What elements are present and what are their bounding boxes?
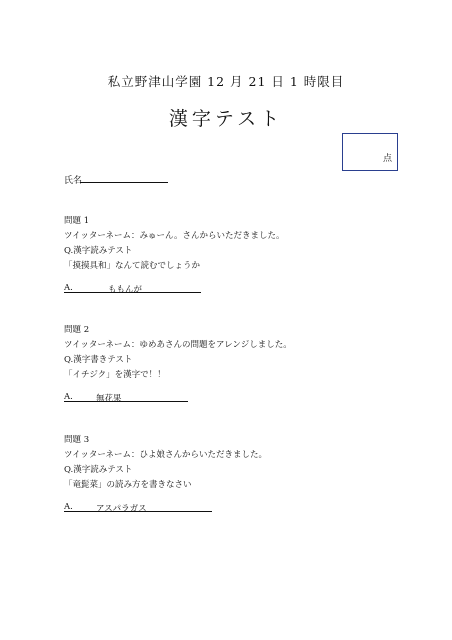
test-header: 私立野津山学園 12 月 21 日 1 時限目	[107, 74, 345, 89]
question-3-twitter-credit: ツイッターネーム：ひよ娘さんからいただきました。	[64, 450, 267, 460]
question-2-prompt: 「イチジク」を漢字で！！	[64, 370, 166, 380]
question-1-type: Q.漢字読みテスト	[64, 246, 133, 256]
question-3-answer-line	[64, 511, 212, 512]
question-2-answer[interactable]: 無花果	[96, 394, 122, 404]
question-2-number: 問題 2	[64, 325, 90, 335]
test-title: 漢字テスト	[168, 108, 284, 130]
question-1-answer[interactable]: ももんが	[108, 285, 143, 295]
name-label: 氏名	[64, 176, 83, 186]
name-underline[interactable]	[80, 182, 168, 183]
question-1-answer-line	[64, 292, 201, 293]
score-box[interactable]	[342, 133, 398, 171]
question-1-prompt: 「摸摸具和」なんて読むでしょうか	[64, 261, 201, 271]
score-unit-label: 点	[382, 154, 392, 164]
question-1-twitter-credit: ツイッターネーム：みゅーん。さんからいただきました。	[64, 231, 285, 241]
question-3-answer[interactable]: アスパラガス	[96, 504, 147, 514]
question-3-number: 問題 3	[64, 435, 90, 445]
question-2-answer-line	[64, 401, 188, 402]
question-2-type: Q.漢字書きテスト	[64, 355, 133, 365]
question-3-prompt: 「竜髭菜」の読み方を書きなさい	[64, 480, 192, 490]
question-2-answer-label: A.	[64, 392, 73, 402]
question-2-twitter-credit: ツイッターネーム：ゆめあさんの問題をアレンジしました。	[64, 340, 292, 350]
question-3-answer-label: A.	[64, 502, 73, 512]
question-3-type: Q.漢字読みテスト	[64, 465, 133, 475]
question-1-number: 問題 1	[64, 216, 90, 226]
question-1-answer-label: A.	[64, 283, 73, 293]
